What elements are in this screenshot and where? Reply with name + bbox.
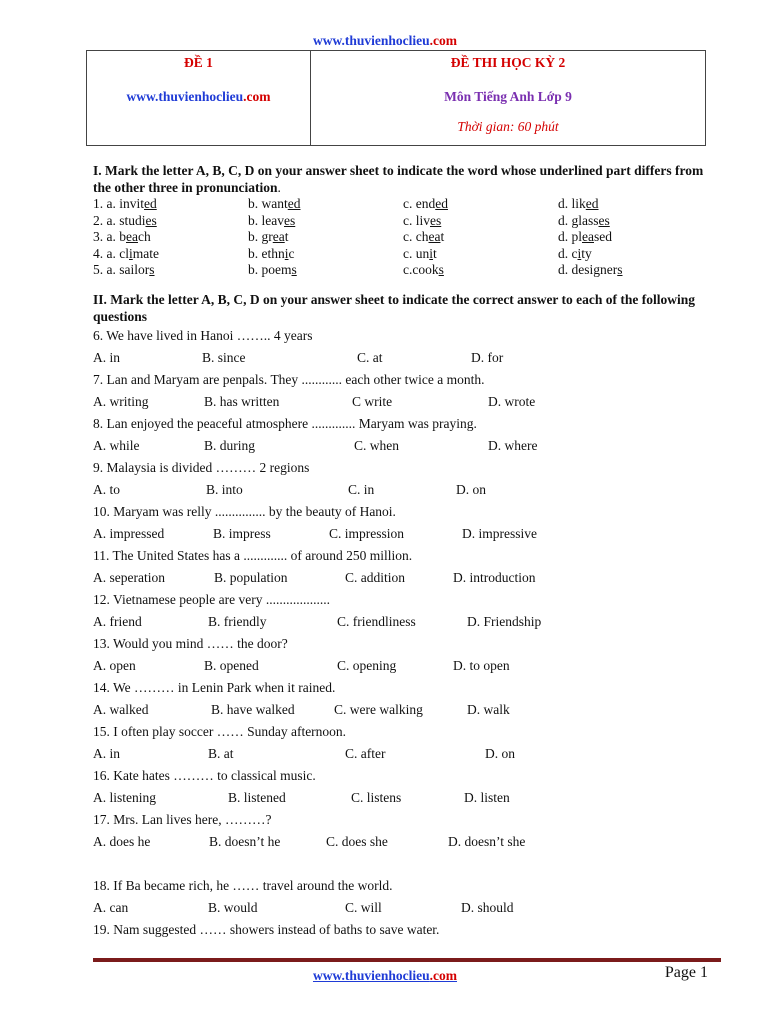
answer-options [93,743,723,765]
pronunciation-option [558,229,718,246]
underlined-part: s [149,262,155,277]
word-part: d. lik [558,196,586,211]
answer-option[interactable]: C. at [357,349,383,365]
pronunciation-option [93,213,248,230]
answer-options [93,699,723,721]
answer-options [93,523,723,545]
answer-option[interactable]: B. have walked [211,701,295,717]
answer-option[interactable]: B. since [202,349,246,365]
section1-title [93,162,723,196]
underlined-part: ea [428,229,441,244]
spacer [93,853,723,875]
answer-option[interactable]: C. in [348,481,375,497]
answer-options [93,787,723,809]
pronunciation-row [93,196,723,213]
underlined-part: es [598,212,610,228]
underlined-part: s [291,262,297,277]
answer-option[interactable]: A. listening [93,789,156,805]
exam-site-link-tld: .com [243,89,271,104]
question-text: 7. Lan and Maryam are penpals. They ............ each other twice a month. [93,371,485,387]
answer-option[interactable]: D. on [485,745,515,761]
answer-option[interactable]: A. walked [93,701,149,717]
answer-option[interactable]: C. addition [345,569,405,585]
underlined-part: ed [287,196,301,211]
pronunciation-option [403,229,558,246]
pronunciation-option [558,246,718,263]
question-text: 18. If Ba became rich, he …… travel around the world. [93,877,393,893]
answer-option[interactable]: B. opened [204,657,259,673]
answer-option[interactable]: C. impression [329,525,405,541]
site-header-url[interactable] [0,33,770,49]
pronunciation-option [558,196,718,213]
answer-option[interactable]: C. after [345,745,386,761]
pronunciation-option [403,262,558,279]
underlined-part: i [129,245,133,261]
answer-option[interactable]: A. friend [93,613,142,629]
answer-option[interactable]: D. walk [467,701,510,717]
answer-options [93,831,723,853]
answer-option[interactable]: B. during [204,437,256,453]
exam-site-link[interactable] [87,89,310,105]
underlined-part: ed [144,196,157,211]
answer-option[interactable]: C. friendliness [337,613,416,629]
word-part: c. liv [403,212,430,228]
answer-option[interactable]: D. doesn’t she [448,833,526,849]
answer-option[interactable]: B. population [214,569,288,585]
footer-site-link-tld: .com [429,968,458,983]
pronunciation-row [93,246,723,263]
question-text: 10. Maryam was relly ............... by the beauty of Hanoi. [93,503,396,519]
answer-options [93,347,723,369]
site-header-url-main: www.thuvienhoclieu [312,33,430,48]
word-part: ty [581,245,592,261]
footer-site-link-main: www.thuvienhoclieu [312,968,430,983]
answer-option[interactable]: A. impressed [93,525,165,541]
answer-option[interactable]: A. can [93,899,129,915]
answer-option[interactable]: A. seperation [93,569,165,585]
word-part: b. poem [248,262,292,277]
answer-options [93,897,723,919]
answer-option[interactable]: D. to open [453,657,510,673]
answer-option[interactable]: B. listened [228,789,286,805]
answer-option[interactable]: B. friendly [208,613,267,629]
underlined-part: es [284,212,296,228]
word-part: b. want [248,196,288,211]
answer-option[interactable]: D. should [461,899,514,915]
word-part: d. designer [558,262,618,277]
section2-title: II. Mark the letter A, B, C, D on your answer sheet to indicate the correct answer to each of the following questions [93,291,696,324]
pronunciation-option [248,246,403,263]
pronunciation-row [93,213,723,230]
footer-site-link[interactable] [0,968,770,984]
section1-title-tail: . [277,180,281,195]
word-part: mate [132,245,160,261]
answer-options [93,391,723,413]
answer-option[interactable]: D. on [456,481,486,497]
question-text: 14. We ……… in Lenin Park when it rained. [93,679,336,695]
exam-title: ĐỀ THI HỌC KỲ 2 [450,55,566,70]
answer-option[interactable]: C. does she [326,833,388,849]
answer-options [93,479,723,501]
answer-option[interactable]: B. into [206,481,243,497]
section1-title-text: I. Mark the letter A, B, C, D on your answer sheet to indicate the word whose underlined part differs from the other three in pronunciation [93,163,704,195]
exam-time: Thời gian: 60 phút [457,119,559,134]
underlined-part: i [429,245,434,261]
pronunciation-row [93,229,723,246]
answer-option[interactable]: C. were walking [334,701,423,717]
word-part: c. end [403,196,436,211]
word-part: d. pl [558,229,583,244]
answer-option[interactable]: C. listens [351,789,402,805]
underlined-part: ed [435,196,448,211]
answer-option[interactable]: C. when [354,437,399,453]
answer-option[interactable]: C. opening [337,657,397,673]
pronunciation-option [93,262,248,279]
answer-option[interactable]: B. impress [213,525,271,541]
word-part: t [284,229,289,244]
exam-header-table [86,50,706,146]
word-part: t [440,229,445,244]
pronunciation-option [248,229,403,246]
pronunciation-row [93,262,723,279]
exam-subject: Môn Tiếng Anh Lớp 9 [444,89,572,104]
exam-header-right [311,51,706,146]
answer-option[interactable]: D. wrote [488,393,536,409]
word-part: sed [594,229,612,244]
word-part: 3. a. b [93,229,126,244]
underlined-part: es [145,212,157,228]
answer-option[interactable]: D. introduction [453,569,536,585]
underlined-part: ed [585,196,599,211]
pronunciation-option [403,246,558,263]
question-text: 8. Lan enjoyed the peaceful atmosphere ............. Maryam was praying. [93,415,477,431]
answer-option[interactable]: D. impressive [462,525,537,541]
answer-option[interactable]: A. while [93,437,140,453]
exam-site-link-main: www.thuvienhoclieu [126,89,244,104]
answer-options [93,567,723,589]
word-part: c.cook [403,262,439,277]
pronunciation-option [248,196,403,213]
answer-option[interactable]: A. to [93,481,120,497]
page-number: Page 1 [664,964,708,981]
underlined-part: ea [582,229,594,244]
pronunciation-option [93,196,248,213]
question-text: 12. Vietnamese people are very ................... [93,591,330,607]
pronunciation-option [248,262,403,279]
question-text: 11. The United States has a ............. of around 250 million. [93,547,413,563]
pronunciation-option [93,246,248,263]
underlined-part: i [284,245,289,261]
word-part: 4. a. cl [93,245,129,261]
answer-option[interactable]: B. has written [204,393,280,409]
word-part: t [433,245,437,261]
answer-option[interactable]: A. does he [93,833,151,849]
word-part: 5. a. sailor [93,262,150,277]
answer-option[interactable]: A. open [93,657,136,673]
answer-option[interactable]: B. doesn’t he [209,833,281,849]
word-part: c [288,245,295,261]
question-text: 17. Mrs. Lan lives here, ………? [93,811,272,827]
answer-option[interactable]: B. would [208,899,258,915]
answer-options [93,611,723,633]
word-part: 1. a. invit [93,196,144,211]
word-part: d. glass [558,212,599,228]
pronunciation-option [558,262,718,279]
answer-option[interactable]: A. in [93,349,120,365]
answer-option[interactable]: D. listen [464,789,510,805]
pronunciation-option [558,213,718,230]
answer-option[interactable]: D. Friendship [467,613,542,629]
pronunciation-option [248,213,403,230]
word-part: b. gr [248,229,273,244]
word-part: b. leav [248,212,284,228]
exam-content [93,162,723,941]
question-text: 13. Would you mind …… the door? [93,635,288,651]
underlined-part: s [617,262,623,277]
footer-divider [93,958,721,962]
underlined-part: ea [272,229,285,244]
question-text: 19. Nam suggested …… showers instead of baths to save water. [93,921,440,937]
question-text: 15. I often play soccer …… Sunday afternoon. [93,723,347,739]
underlined-part: es [430,212,442,228]
exam-header-left [87,51,311,146]
question-text: 9. Malaysia is divided ……… 2 regions [93,459,310,475]
word-part: c. un [403,245,430,261]
answer-option[interactable]: A. writing [93,393,149,409]
answer-options [93,655,723,677]
exam-number: ĐỀ 1 [184,55,213,70]
word-part: b. ethn [248,245,285,261]
pronunciation-option [93,229,248,246]
word-part: ch [137,229,151,244]
answer-option[interactable]: D. where [488,437,538,453]
pronunciation-rows [93,196,723,279]
answer-option[interactable]: A. in [93,745,120,761]
answer-option[interactable]: C. will [345,899,382,915]
question-list [93,325,723,941]
word-part: d. c [558,245,578,261]
underlined-part: ea [126,229,138,244]
answer-options [93,435,723,457]
site-header-url-tld: .com [429,33,458,48]
word-part: 2. a. studi [93,212,146,228]
answer-option[interactable]: C write [352,393,393,409]
underlined-part: i [577,245,582,261]
word-part: c. ch [403,229,429,244]
question-text: 16. Kate hates ……… to classical music. [93,767,316,783]
underlined-part: s [438,262,444,277]
pronunciation-option [403,213,558,230]
answer-option[interactable]: B. at [208,745,234,761]
pronunciation-option [403,196,558,213]
question-text: 6. We have lived in Hanoi …….. 4 years [93,327,313,343]
answer-option[interactable]: D. for [471,349,504,365]
